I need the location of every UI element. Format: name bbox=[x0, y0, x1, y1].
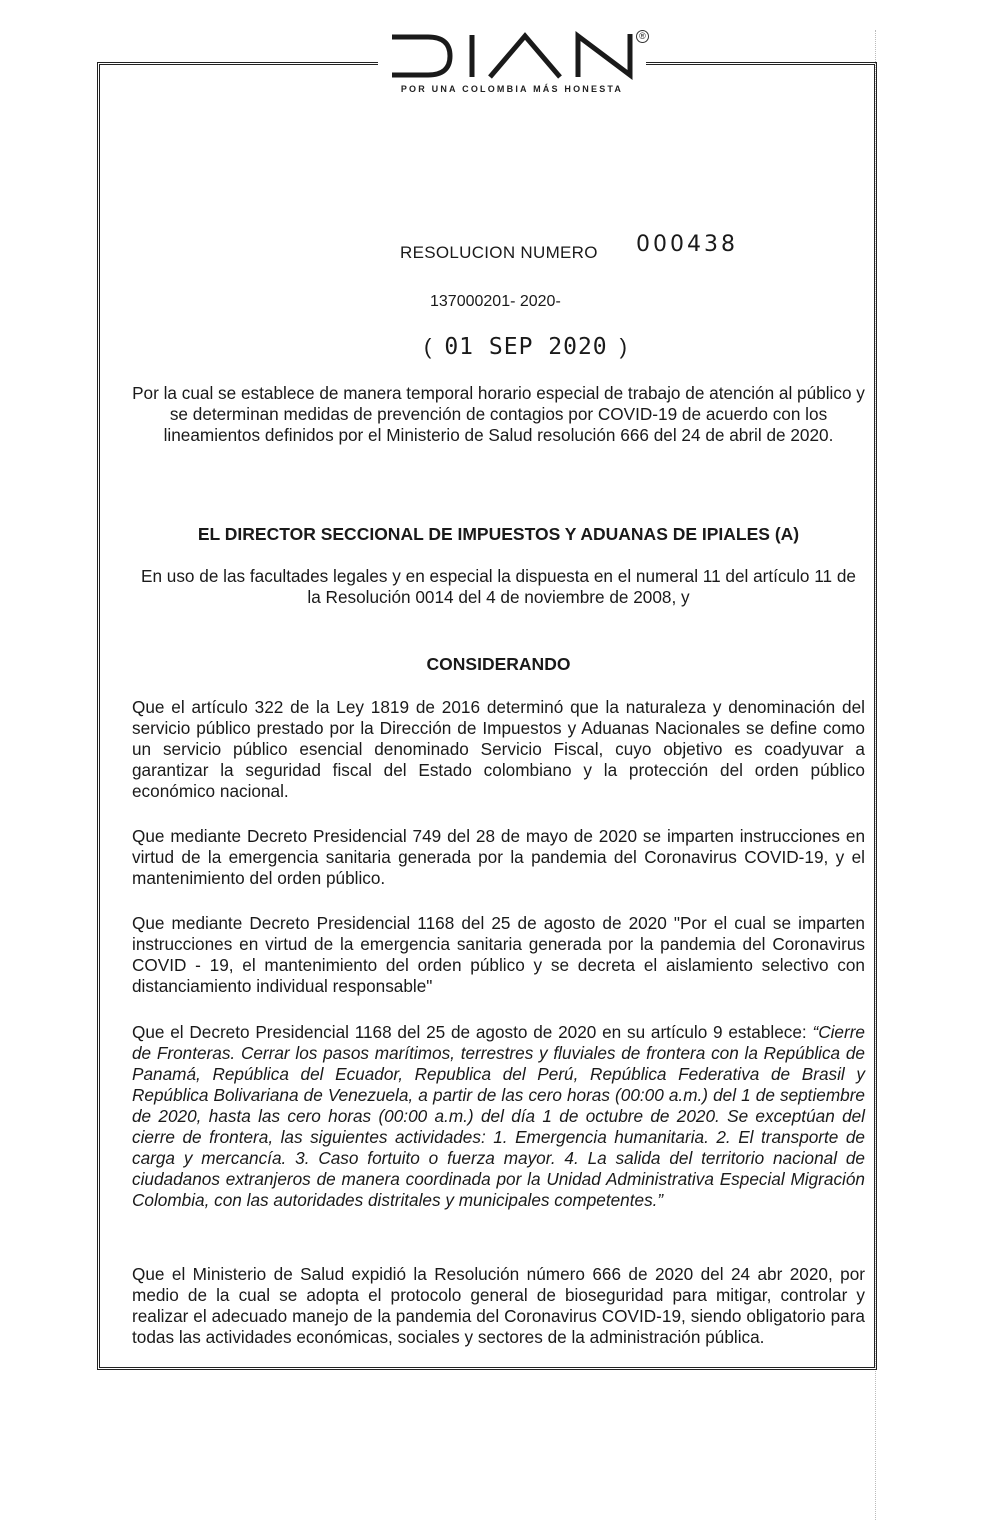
paragraph-4 bbox=[132, 1022, 865, 1211]
faculties-text: En uso de las facultades legales y en especial la dispuesta en el numeral 11 del artículo 11 de la Resolución 0014 del 4 de noviembre de 2008, y bbox=[140, 566, 856, 607]
logo-tagline: POR UNA COLOMBIA MÁS HONESTA bbox=[400, 84, 624, 94]
paragraph-2: Que mediante Decreto Presidencial 749 del 28 de mayo de 2020 se imparten instrucciones en virtud de la emergencia sanitaria generada por la pandemia del Coronavirus COVID-19, y el mantenimiento del orden público. bbox=[132, 826, 865, 888]
authority-heading: EL DIRECTOR SECCIONAL DE IMPUESTOS Y ADUANAS DE IPIALES (A) bbox=[197, 524, 800, 544]
resolution-code: 137000201- 2020- bbox=[430, 293, 561, 310]
paragraph-4-intro: Que el Decreto Presidencial 1168 del 25 de agosto de 2020 en su artículo 9 establece: bbox=[132, 1022, 813, 1042]
paragraph-4-quote: “Cierre de Fronteras. Cerrar los pasos marítimos, terrestres y fluviales de frontera con la República de Panamá, República del Ecuador, Republica del Perú, República Federativa de Brasil y República Bolivariana de Venezuela, a partir de las cero horas (00:00 a.m.) del 1 de septiembre de 2020, hasta las cero horas (00:00 a.m.) del día 1 de octubre de 2020. Se exceptúan del cierre de frontera, las siguientes actividades: 1. Emergencia humanitaria. 2. El transporte de carga y mercancía. 3. Caso fortuito o fuerza mayor. 4. La salida del territorio nacional de ciudadanos extranjeros de manera coordinada por la Unidad Administrativa Especial Migración Colombia, con las autoridades distritales y municipales competentes.” bbox=[132, 1022, 865, 1210]
considerando-heading: CONSIDERANDO bbox=[426, 654, 571, 674]
registered-mark: ® bbox=[636, 30, 649, 43]
resolution-number: 000438 bbox=[636, 232, 738, 257]
dian-logo bbox=[390, 30, 640, 80]
paragraph-5: Que el Ministerio de Salud expidió la Resolución número 666 de 2020 del 24 abr 2020, por medio de la cual se adopta el protocolo general de bioseguridad para mitigar, controlar y realizar el adecuado manejo de la pandemia del Coronavirus COVID-19, siendo obligatorio para todas las actividades económicas, sociales y sectores de la administración pública. bbox=[132, 1264, 865, 1347]
date-close-paren: ) bbox=[619, 334, 628, 359]
resolution-label: RESOLUCION NUMERO bbox=[400, 243, 598, 262]
resolution-date bbox=[424, 334, 628, 360]
paragraph-1: Que el artículo 322 de la Ley 1819 de 2016 determinó que la naturaleza y denominación del servicio público prestado por la Dirección de Impuestos y Aduanas Nacionales se define como un servicio público esencial denominado Servicio Fiscal, cuyo objetivo es coadyuvar a garantizar la seguridad fiscal del Estado colombiano y la protección del orden público económico nacional. bbox=[132, 697, 865, 801]
resolution-subject: Por la cual se establece de manera temporal horario especial de trabajo de atención al público y se determinan medidas de prevención de contagios por COVID-19 de acuerdo con los lineamientos definidos por el Ministerio de Salud resolución 666 del 24 de abril de 2020. bbox=[132, 383, 865, 445]
date-stamp: 01 SEP 2020 bbox=[444, 334, 608, 360]
date-open-paren: ( bbox=[424, 334, 433, 359]
paragraph-3: Que mediante Decreto Presidencial 1168 del 25 de agosto de 2020 "Por el cual se imparten instrucciones en virtud de la emergencia sanitaria generada por la pandemia del Coronavirus COVID - 19, el mantenimiento del orden público y se decreta el aislamiento selectivo con distanciamiento individual responsable" bbox=[132, 913, 865, 996]
